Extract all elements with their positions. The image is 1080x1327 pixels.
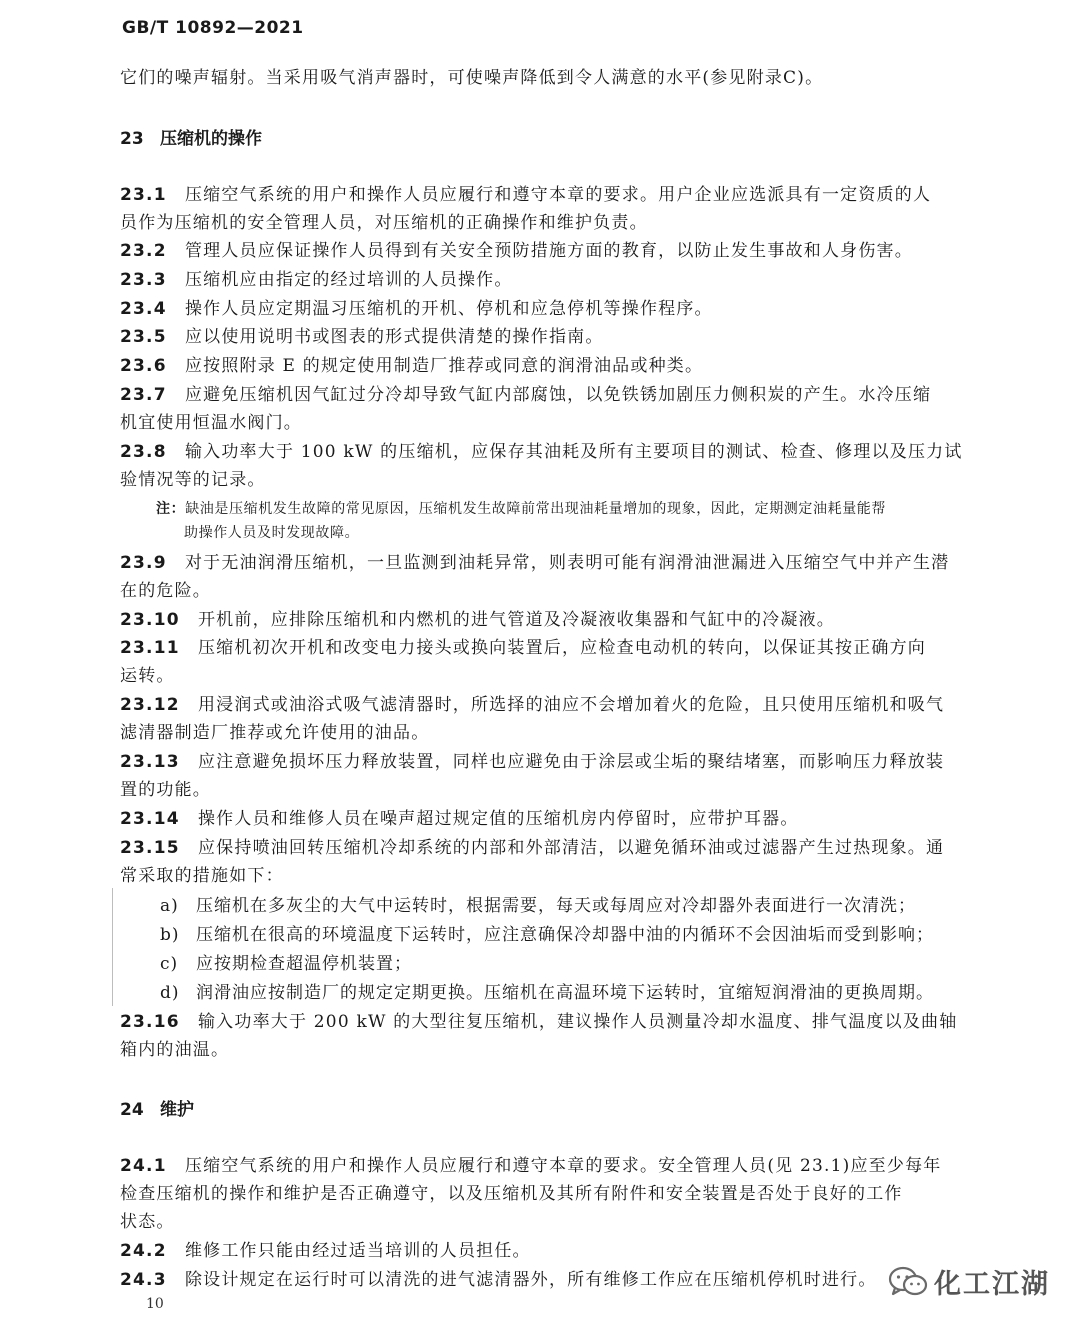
- clause-text: 应以使用说明书或图表的形式提供清楚的操作指南。: [184, 327, 604, 347]
- clause-text: 用浸润式或油浴式吸气滤清器时，所选择的油应不会增加着火的危险，且只使用压缩机和吸气: [197, 695, 945, 715]
- clause-23-13: [120, 748, 960, 776]
- note-label: 注：: [156, 501, 186, 517]
- clause-number: 23.15: [120, 838, 180, 858]
- clause-number: 23.1: [120, 185, 167, 205]
- clause-23-15-cont: 常采取的措施如下：: [120, 866, 284, 886]
- clause-text: 开机前，应排除压缩机和内燃机的进气管道及冷凝液收集器和气缸中的冷凝液。: [197, 610, 835, 630]
- clause-text: 压缩空气系统的用户和操作人员应履行和遵守本章的要求。用户企业应选派具有一定资质的人: [184, 185, 932, 205]
- clause-24-1: [120, 1152, 960, 1180]
- intro-line: 它们的噪声辐射。当采用吸气消声器时，可使噪声降低到令人满意的水平(参见附录C)。: [120, 68, 824, 88]
- list-item-b: [160, 921, 934, 949]
- clause-24-2: [120, 1237, 960, 1265]
- list-marker: d): [160, 983, 180, 1003]
- clause-number: 24.3: [120, 1270, 167, 1290]
- page-number: 10: [146, 1296, 164, 1312]
- list-text: 润滑油应按制造厂的规定定期更换。压缩机在高温环境下运转时，宜缩短润滑油的更换周期。: [196, 983, 934, 1003]
- note-text: 缺油是压缩机发生故障的常见原因，压缩机发生故障前常出现油耗量增加的现象，因此，定期测定油耗量能帮: [185, 501, 886, 517]
- clause-23-1-cont: 员作为压缩机的安全管理人员，对压缩机的正确操作和维护负责。: [120, 213, 648, 233]
- clause-23-8: [120, 438, 963, 466]
- list-text: 应按期检查超温停机装置；: [196, 954, 412, 974]
- clause-23-7: [120, 381, 960, 409]
- clause-text: 应注意避免损坏压力释放装置，同样也应避免由于涂层或尘垢的聚结堵塞，而影响压力释放装: [197, 752, 945, 772]
- list-marker: a): [160, 896, 179, 916]
- clause-text: 操作人员和维修人员在噪声超过规定值的压缩机房内停留时，应带护耳器。: [197, 809, 799, 829]
- watermark-text: 化工江湖: [934, 1269, 1050, 1300]
- clause-text: 管理人员应保证操作人员得到有关安全预防措施方面的教育，以防止发生事故和人身伤害。: [184, 241, 913, 261]
- clause-number: 23.11: [120, 638, 180, 658]
- list-margin-bar: [112, 888, 113, 1006]
- clause-text: 压缩空气系统的用户和操作人员应履行和遵守本章的要求。安全管理人员(见 23.1)应至少每年: [184, 1156, 942, 1176]
- section-24-heading: [120, 1096, 194, 1124]
- section-23-title: 压缩机的操作: [160, 129, 262, 149]
- list-text: 压缩机在很高的环境温度下运转时，应注意确保冷却器中油的内循环不会因油垢而受到影响；: [196, 925, 934, 945]
- note-23-8-cont: 助操作人员及时发现故障。: [184, 525, 360, 541]
- clause-text: 输入功率大于 100 kW 的压缩机，应保存其油耗及所有主要项目的测试、检查、修理以及压力试: [184, 442, 963, 462]
- list-marker: b): [160, 925, 180, 945]
- clause-24-1-cont: 检查压缩机的操作和维护是否正确遵守，以及压缩机及其所有附件和安全装置是否处于良好的工作: [120, 1184, 903, 1204]
- clause-23-9: [120, 549, 960, 577]
- clause-number: 23.13: [120, 752, 180, 772]
- clause-text: 维修工作只能由经过适当培训的人员担任。: [184, 1241, 531, 1261]
- clause-number: 24.2: [120, 1241, 167, 1261]
- note-23-8: [156, 497, 960, 521]
- clause-text: 输入功率大于 200 kW 的大型往复压缩机，建议操作人员测量冷却水温度、排气温度以及曲轴: [197, 1012, 958, 1032]
- clause-24-1-cont2: 状态。: [120, 1212, 175, 1232]
- section-24-title: 维护: [160, 1100, 194, 1120]
- clause-text: 应避免压缩机因气缸过分冷却导致气缸内部腐蚀，以免铁锈加剧压力侧积炭的产生。水冷压缩: [184, 385, 932, 405]
- clause-text: 应保持喷油回转压缩机冷却系统的内部和外部清洁，以避免循环油或过滤器产生过热现象。通: [197, 838, 945, 858]
- clause-23-14: [120, 805, 960, 833]
- clause-text: 操作人员应定期温习压缩机的开机、停机和应急停机等操作程序。: [184, 299, 713, 319]
- clause-text: 应按照附录 E 的规定使用制造厂推荐或同意的润滑油品或种类。: [184, 356, 704, 376]
- clause-23-6: [120, 352, 960, 380]
- clause-number: 23.6: [120, 356, 167, 376]
- clause-23-5: [120, 323, 960, 351]
- clause-number: 23.12: [120, 695, 180, 715]
- clause-text: 除设计规定在运行时可以清洗的进气滤清器外，所有维修工作应在压缩机停机时进行。: [184, 1270, 877, 1290]
- clause-23-15: [120, 834, 960, 862]
- clause-number: 23.14: [120, 809, 180, 829]
- list-item-c: [160, 950, 412, 978]
- clause-number: 23.4: [120, 299, 167, 319]
- clause-text: 对于无油润滑压缩机，一旦监测到油耗异常，则表明可能有润滑油泄漏进入压缩空气中并产生潜: [184, 553, 950, 573]
- clause-number: 23.10: [120, 610, 180, 630]
- clause-number: 23.2: [120, 241, 167, 261]
- clause-number: 24.1: [120, 1156, 167, 1176]
- clause-23-7-cont: 机宜使用恒温水阀门。: [120, 413, 302, 433]
- clause-23-8-cont: 验情况等的记录。: [120, 470, 266, 490]
- section-23-number: 23: [120, 129, 144, 149]
- section-23-heading: [120, 125, 262, 153]
- section-24-number: 24: [120, 1100, 144, 1120]
- clause-text: 压缩机应由指定的经过培训的人员操作。: [184, 270, 513, 290]
- clause-number: 23.3: [120, 270, 167, 290]
- watermark: [888, 1262, 1050, 1301]
- clause-23-9-cont: 在的危险。: [120, 581, 211, 601]
- clause-23-11: [120, 634, 960, 662]
- clause-23-12-cont: 滤清器制造厂推荐或允许使用的油品。: [120, 723, 430, 743]
- clause-number: 23.5: [120, 327, 167, 347]
- clause-23-13-cont: 置的功能。: [120, 780, 211, 800]
- list-marker: c): [160, 954, 179, 974]
- clause-number: 23.9: [120, 553, 167, 573]
- clause-number: 23.16: [120, 1012, 180, 1032]
- clause-23-11-cont: 运转。: [120, 666, 175, 686]
- clause-23-3: [120, 266, 960, 294]
- list-item-d: [160, 979, 934, 1007]
- clause-24-3: [120, 1266, 880, 1294]
- clause-23-10: [120, 606, 960, 634]
- list-item-a: [160, 892, 916, 920]
- wechat-icon: [888, 1265, 928, 1299]
- clause-23-12: [120, 691, 960, 719]
- clause-23-16-cont: 箱内的油温。: [120, 1040, 230, 1060]
- clause-23-4: [120, 295, 960, 323]
- clause-number: 23.7: [120, 385, 167, 405]
- list-text: 压缩机在多灰尘的大气中运转时，根据需要，每天或每周应对冷却器外表面进行一次清洗；: [196, 896, 916, 916]
- standard-code: GB/T 10892—2021: [122, 18, 304, 38]
- clause-number: 23.8: [120, 442, 167, 462]
- clause-text: 压缩机初次开机和改变电力接头或换向装置后，应检查电动机的转向，以保证其按正确方向: [197, 638, 926, 658]
- clause-23-1: [120, 181, 960, 209]
- clause-23-2: [120, 237, 960, 265]
- clause-23-16: [120, 1008, 960, 1036]
